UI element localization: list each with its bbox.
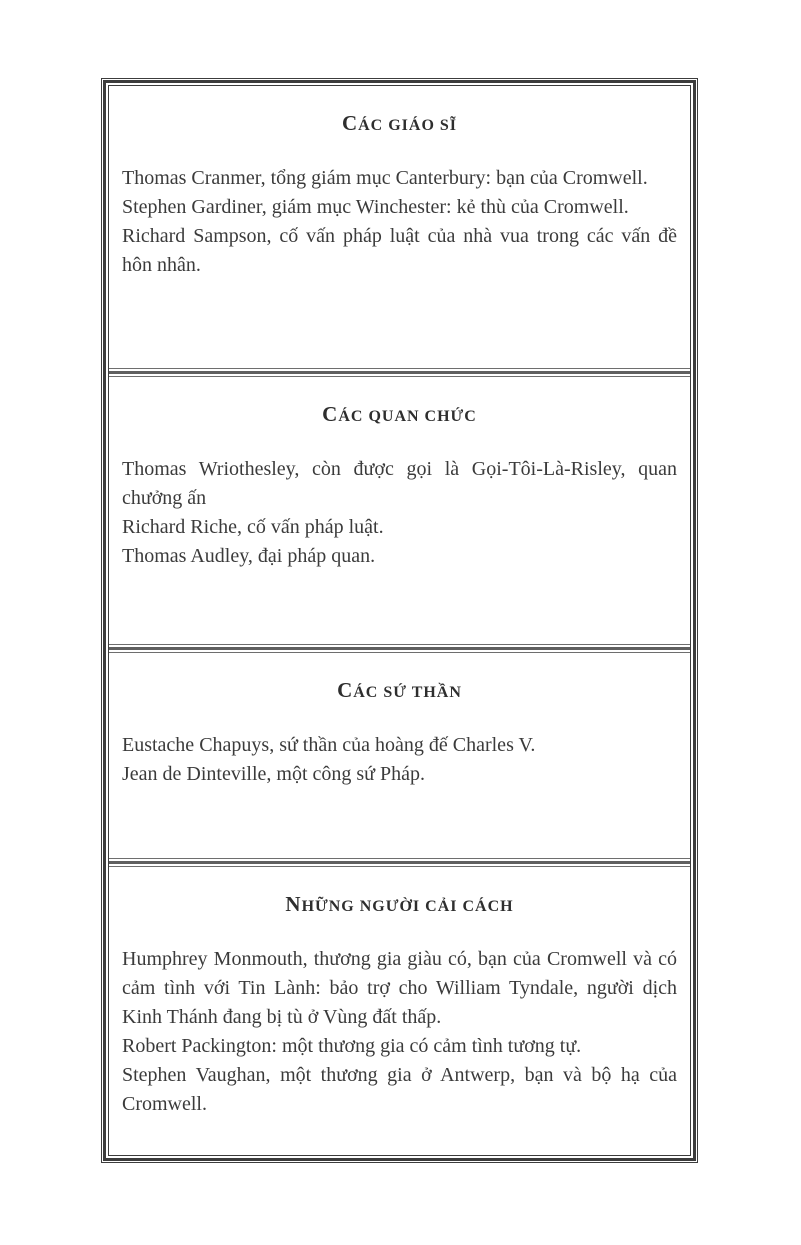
section-heading-officials: CÁC QUAN CHỨC: [322, 402, 477, 426]
character-entry: Jean de Dinteville, một công sứ Pháp.: [122, 763, 426, 786]
section-divider: [109, 858, 690, 867]
character-entry: Stephen Gardiner, giám mục Winchester: kẻ thù của Cromwell.: [122, 196, 629, 219]
section-body-ambassadors: [122, 731, 677, 789]
section-reformers: [109, 867, 690, 1155]
character-entry: Humphrey Monmouth, thương gia giàu có, bạn của Cromwell và có cảm tình với Tin Lành: bảo trợ cho William Tyndale, người dịch Kinh Thánh đang bị tù ở Vùng đất thấp.: [122, 948, 677, 1029]
section-officials: [109, 377, 690, 644]
character-entry: Stephen Vaughan, một thương gia ở Antwerp, bạn và bộ hạ của Cromwell.: [122, 1064, 677, 1116]
section-heading-reformers: NHỮNG NGƯỜI CẢI CÁCH: [285, 892, 514, 916]
character-entry: Thomas Wriothesley, còn được gọi là Gọi-Tôi-Là-Risley, quan chưởng ấn: [122, 458, 677, 510]
page-border-frame: [101, 78, 698, 1163]
character-entry: Eustache Chapuys, sứ thần của hoàng đế Charles V.: [122, 734, 536, 757]
character-entry: Thomas Audley, đại pháp quan.: [122, 545, 376, 568]
page-content-area: [108, 85, 691, 1156]
section-body-clergy: [122, 164, 677, 280]
section-heading-clergy: CÁC GIÁO SĨ: [341, 111, 458, 135]
section-body-officials: [122, 455, 677, 571]
character-entry: Robert Packington: một thương gia có cảm tình tương tự.: [122, 1035, 582, 1058]
section-ambassadors: [109, 653, 690, 858]
section-body-reformers: [122, 945, 677, 1119]
section-divider: [109, 368, 690, 377]
section-clergy: [109, 86, 690, 368]
character-entry: Richard Sampson, cố vấn pháp luật của nhà vua trong các vấn đề hôn nhân.: [122, 225, 677, 277]
section-heading-ambassadors: CÁC SỨ THẦN: [337, 678, 462, 702]
section-divider: [109, 644, 690, 653]
character-entry: Thomas Cranmer, tổng giám mục Canterbury: bạn của Cromwell.: [122, 167, 648, 190]
page-border-frame-middle: [103, 80, 696, 1161]
character-entry: Richard Riche, cố vấn pháp luật.: [122, 516, 384, 539]
